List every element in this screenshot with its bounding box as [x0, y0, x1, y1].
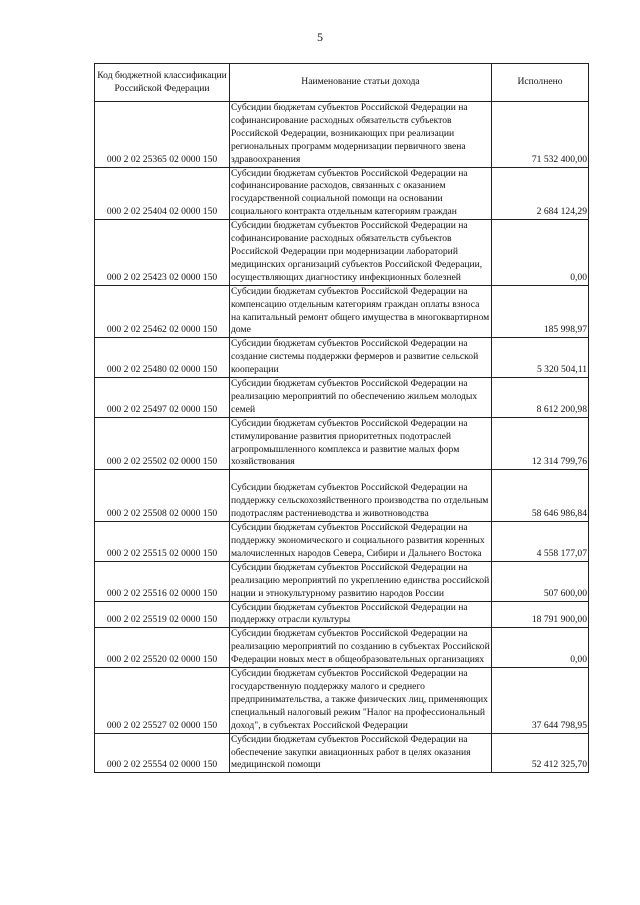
header-code: Код бюджетной классификации Российской Федерации — [95, 64, 230, 102]
table-row — [95, 561, 589, 601]
table-row — [95, 167, 589, 220]
row-amount: 5 320 504,11 — [492, 338, 589, 378]
row-name: Субсидии бюджетам субъектов Российской Федерации на реализацию мероприятий по обеспечению жильем молодых семей — [230, 378, 492, 418]
row-code: 000 2 02 25554 02 0000 150 — [95, 733, 230, 773]
row-amount: 18 791 900,00 — [492, 601, 589, 628]
table-header-row — [95, 64, 589, 102]
row-code: 000 2 02 25497 02 0000 150 — [95, 378, 230, 418]
row-code: 000 2 02 25404 02 0000 150 — [95, 167, 230, 220]
row-amount: 0,00 — [492, 628, 589, 668]
row-code: 000 2 02 25519 02 0000 150 — [95, 601, 230, 628]
row-name: Субсидии бюджетам субъектов Российской Федерации на реализацию мероприятий по созданию в субъектах Российской Федерации новых мест в общеобразовательных организациях — [230, 628, 492, 668]
row-amount: 2 684 124,29 — [492, 167, 589, 220]
row-name: Субсидии бюджетам субъектов Российской Федерации на обеспечение закупки авиационных работ в целях оказания медицинской помощи — [230, 733, 492, 773]
row-amount: 12 314 799,76 — [492, 417, 589, 470]
row-amount: 58 646 986,84 — [492, 470, 589, 522]
row-amount: 52 412 325,70 — [492, 733, 589, 773]
table-row — [95, 470, 589, 522]
row-amount: 4 558 177,07 — [492, 522, 589, 562]
table-row — [95, 338, 589, 378]
row-name: Субсидии бюджетам субъектов Российской Федерации на государственную поддержку малого и среднего предпринимательства, а также физических лиц, применяющих специальный налоговый режим "Налог на профессиональный доход", в субъектах Российской Федерации — [230, 668, 492, 734]
header-amount: Исполнено — [492, 64, 589, 102]
row-name: Субсидии бюджетам субъектов Российской Федерации на стимулирование развития приоритетных подотраслей агропромышленного комплекса и развитие малых форм хозяйствования — [230, 417, 492, 470]
row-amount: 8 612 200,98 — [492, 378, 589, 418]
row-amount: 37 644 798,95 — [492, 668, 589, 734]
row-name: Субсидии бюджетам субъектов Российской Федерации на софинансирование расходных обязательств субъектов Российской Федерации при модернизации лабораторий медицинских организаций субъектов Российской Федерации, осуществляющих диагностику инфекционных болезней — [230, 220, 492, 286]
row-code: 000 2 02 25365 02 0000 150 — [95, 102, 230, 168]
row-name: Субсидии бюджетам субъектов Российской Федерации на поддержку отрасли культуры — [230, 601, 492, 628]
row-code: 000 2 02 25527 02 0000 150 — [95, 668, 230, 734]
table-row — [95, 220, 589, 286]
row-code: 000 2 02 25508 02 0000 150 — [95, 470, 230, 522]
header-name: Наименование статьи дохода — [230, 64, 492, 102]
row-code: 000 2 02 25423 02 0000 150 — [95, 220, 230, 286]
row-name: Субсидии бюджетам субъектов Российской Федерации на создание системы поддержки фермеров и развитие сельской кооперации — [230, 338, 492, 378]
row-name: Субсидии бюджетам субъектов Российской Федерации на компенсацию отдельным категориям граждан оплаты взноса на капитальный ремонт общего имущества в многоквартирном доме — [230, 285, 492, 338]
table-row — [95, 102, 589, 168]
row-name: Субсидии бюджетам субъектов Российской Федерации на софинансирование расходов, связанных с оказанием государственной социальной помощи на основании социального контракта отдельным категориям граждан — [230, 167, 492, 220]
row-amount: 185 998,97 — [492, 285, 589, 338]
table-row — [95, 668, 589, 734]
row-code: 000 2 02 25515 02 0000 150 — [95, 522, 230, 562]
page-number: 5 — [317, 30, 323, 44]
table-row — [95, 628, 589, 668]
row-amount: 507 600,00 — [492, 561, 589, 601]
table-row — [95, 417, 589, 470]
row-code: 000 2 02 25480 02 0000 150 — [95, 338, 230, 378]
row-code: 000 2 02 25462 02 0000 150 — [95, 285, 230, 338]
revenue-table — [94, 63, 589, 773]
row-code: 000 2 02 25520 02 0000 150 — [95, 628, 230, 668]
table-row — [95, 522, 589, 562]
row-name: Субсидии бюджетам субъектов Российской Федерации на софинансирование расходных обязательств субъектов Российской Федерации, возникающих при реализации региональных программ модернизации первичного звена здравоохранения — [230, 102, 492, 168]
row-code: 000 2 02 25502 02 0000 150 — [95, 417, 230, 470]
row-amount: 0,00 — [492, 220, 589, 286]
row-amount: 71 532 400,00 — [492, 102, 589, 168]
table-row — [95, 285, 589, 338]
row-name: Субсидии бюджетам субъектов Российской Федерации на поддержку экономического и социального развития коренных малочисленных народов Севера, Сибири и Дальнего Востока — [230, 522, 492, 562]
row-name: Субсидии бюджетам субъектов Российской Федерации на реализацию мероприятий по укреплению единства российской нации и этнокультурному развитию народов России — [230, 561, 492, 601]
row-code: 000 2 02 25516 02 0000 150 — [95, 561, 230, 601]
table-row — [95, 601, 589, 628]
table-row — [95, 733, 589, 773]
table-row — [95, 378, 589, 418]
row-name: Субсидии бюджетам субъектов Российской Федерации на поддержку сельскохозяйственного производства по отдельным подотраслям растениеводства и животноводства — [230, 470, 492, 522]
